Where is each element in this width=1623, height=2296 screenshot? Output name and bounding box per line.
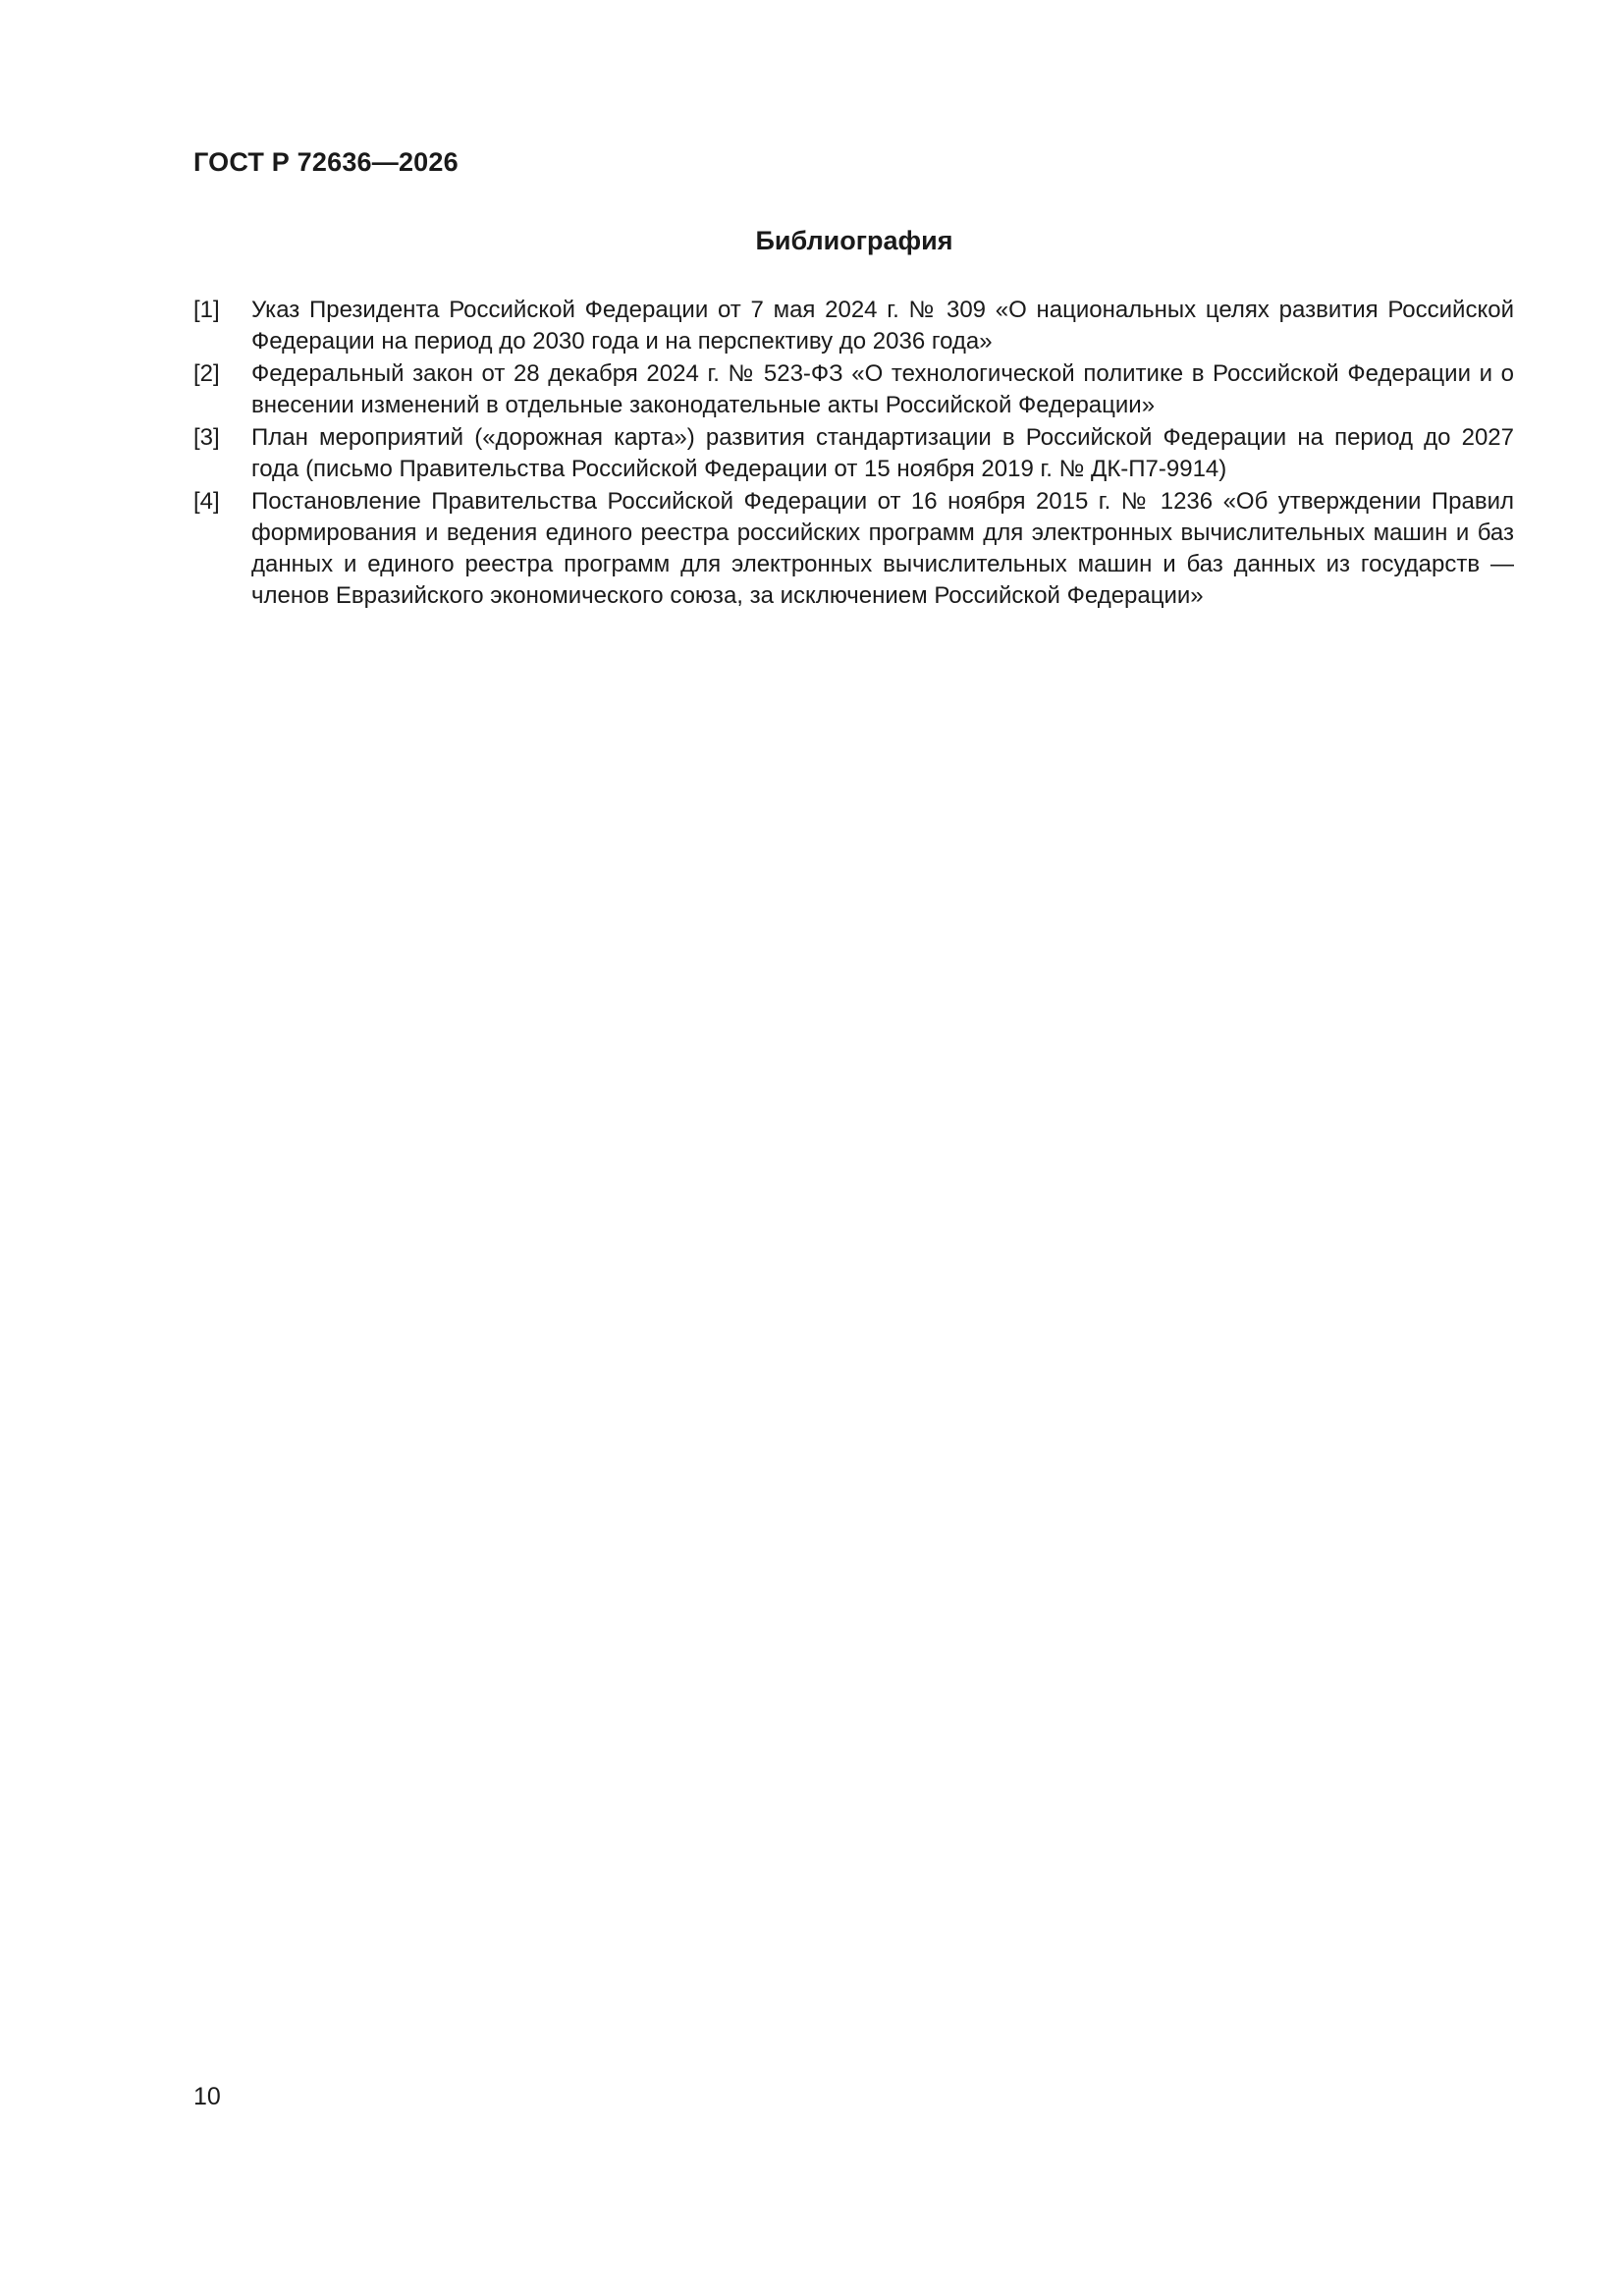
- bibliography-item-number: [4]: [193, 488, 220, 515]
- bibliography-item: [193, 358, 1514, 421]
- bibliography-item-number: [3]: [193, 424, 220, 451]
- standard-code-header: ГОСТ Р 72636—2026: [193, 147, 459, 177]
- bibliography-item-text: Постановление Правительства Российской Федерации от 16 ноября 2015 г. № 1236 «Об утверждении Правил формирования и ведения единого реестра российских программ для электронных вычислительных машин и баз данных и единого реестра программ для электронных вычислительных машин и баз данных из государств — членов Евразийского экономического союза, за исключением Российской Федерации»: [251, 488, 1514, 609]
- bibliography-item-text: План мероприятий («дорожная карта») развития стандартизации в Российской Федерации на период до 2027 года (письмо Правительства Российской Федерации от 15 ноября 2019 г. № ДК-П7-9914): [251, 424, 1514, 482]
- section-title: Библиография: [755, 226, 953, 255]
- bibliography-item-text: Указ Президента Российской Федерации от 7 мая 2024 г. № 309 «О национальных целях развития Российской Федерации на период до 2030 года и на перспективу до 2036 года»: [251, 297, 1514, 355]
- bibliography-item-number: [2]: [193, 360, 220, 387]
- bibliography-item: [193, 486, 1514, 612]
- bibliography-item: [193, 295, 1514, 357]
- page-number: 10: [193, 2083, 221, 2110]
- bibliography-list: [193, 295, 1514, 613]
- bibliography-item: [193, 422, 1514, 485]
- bibliography-item-number: [1]: [193, 297, 220, 323]
- bibliography-item-text: Федеральный закон от 28 декабря 2024 г. № 523-ФЗ «О технологической политике в Российской Федерации и о внесении изменений в отдельные законодательные акты Российской Федерации»: [251, 360, 1514, 418]
